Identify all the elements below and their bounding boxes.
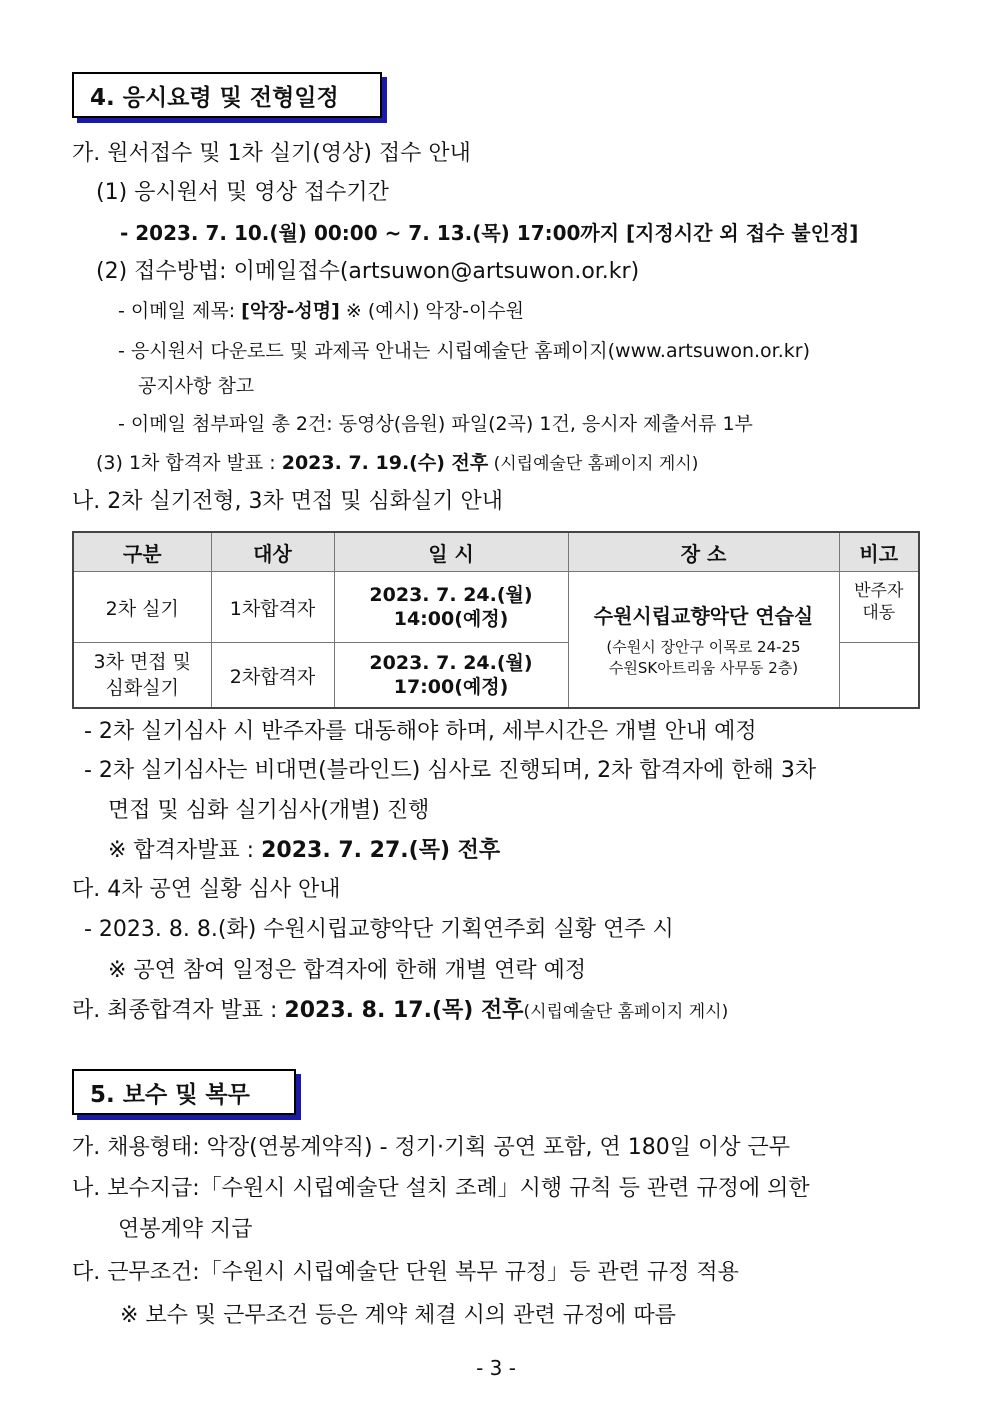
sec5-b-line2: 연봉계약 지급 <box>118 1217 253 1242</box>
sec4-a-heading: 가. 원서접수 및 1차 실기(영상) 접수 안내 <box>72 141 471 166</box>
table-row <box>73 572 919 643</box>
sec4-b-note2-line2: 면접 및 심화 실기심사(개별) 진행 <box>108 798 430 823</box>
a3-label: (3) 1차 합격자 발표 : <box>96 452 282 474</box>
row2-datetime <box>334 643 568 709</box>
header-type: 구분 <box>73 532 211 572</box>
sec4-a2-attachments: - 이메일 첨부파일 총 2건: 동영상(음원) 파일(2곡) 1건, 응시자 제출서류 1부 <box>118 413 753 435</box>
sec4-a2-heading: (2) 접수방법: 이메일접수(artsuwon@artsuwon.or.kr) <box>96 259 640 284</box>
sec4-a2-email-subject <box>118 297 524 325</box>
sec5-a: 가. 채용형태: 악장(연봉계약직) - 정기·기획 공연 포함, 연 180일 이상 근무 <box>72 1135 790 1160</box>
row1-time: 14:00(예정) <box>393 608 509 630</box>
schedule-table <box>72 531 920 709</box>
section-5-title: 5. 보수 및 복무 <box>90 1081 250 1108</box>
sec5-c-note: ※ 보수 및 근무조건 등은 계약 체결 시의 관련 규정에 따름 <box>120 1303 676 1328</box>
note3-label: ※ 합격자발표 : <box>108 838 262 863</box>
email-subject-format: [악장-성명] <box>241 300 340 322</box>
sec4-b-note1: - 2차 실기심사 시 반주자를 대동해야 하며, 세부시간은 개별 안내 예정 <box>84 719 757 744</box>
email-subject-example: ※ (예시) 악장-이수원 <box>339 300 525 322</box>
row1-target: 1차합격자 <box>211 572 334 643</box>
final-date: 2023. 8. 17.(목) 전후 <box>284 998 524 1023</box>
row1-note <box>839 572 919 643</box>
note3-date: 2023. 7. 27.(목) 전후 <box>261 838 501 863</box>
sec4-a1-heading: (1) 응시원서 및 영상 접수기간 <box>96 180 389 205</box>
sec4-c-heading: 다. 4차 공연 실황 심사 안내 <box>72 877 341 902</box>
final-note: (시립예술단 홈페이지 게시) <box>523 1002 729 1022</box>
sec4-a1-period: - 2023. 7. 10.(월) 00:00 ~ 7. 13.(목) 17:00까지 [지정시간 외 접수 불인정] <box>120 221 859 245</box>
sec4-b-heading: 나. 2차 실기전형, 3차 면접 및 심화실기 안내 <box>72 489 503 514</box>
row2-type-line2: 심화실기 <box>105 677 179 699</box>
place-main: 수원시립교향악단 연습실 <box>593 604 814 628</box>
row2-type <box>73 643 211 709</box>
sec4-b-note3 <box>108 837 500 865</box>
sec4-b-note2-line1: - 2차 실기심사는 비대면(블라인드) 심사로 진행되며, 2차 합격자에 한해 3차 <box>84 758 817 783</box>
page-number: - 3 - <box>476 1356 516 1380</box>
row2-note <box>839 643 919 709</box>
header-place: 장 소 <box>568 532 839 572</box>
email-subject-label: - 이메일 제목: <box>118 300 242 322</box>
sec4-c-bullet1: - 2023. 8. 8.(화) 수원시립교향악단 기획연주회 실황 연주 시 <box>84 917 674 942</box>
sec4-d-final <box>72 997 728 1026</box>
sec5-c: 다. 근무조건:「수원시 시립예술단 단원 복무 규정」등 관련 규정 적용 <box>72 1260 739 1285</box>
section-5-title-box <box>72 1069 296 1115</box>
row1-note-line2: 대동 <box>862 603 896 623</box>
sec5-b-line1: 나. 보수지급:「수원시 시립예술단 설치 조례」시행 규칙 등 관련 규정에 의한 <box>72 1176 810 1201</box>
sec4-c-bullet2: ※ 공연 참여 일정은 합격자에 한해 개별 연락 예정 <box>108 958 587 983</box>
row1-date: 2023. 7. 24.(월) <box>369 584 533 606</box>
header-note: 비고 <box>839 532 919 572</box>
sec4-a2-download-line2: 공지사항 참고 <box>138 375 255 397</box>
place-address <box>569 637 839 679</box>
final-label: 라. 최종합격자 발표 : <box>72 998 285 1023</box>
table-header-row <box>73 532 919 572</box>
a3-date: 2023. 7. 19.(수) 전후 <box>281 452 489 474</box>
row2-type-line1: 3차 면접 및 <box>93 651 192 673</box>
row2-time: 17:00(예정) <box>393 676 509 698</box>
header-target: 대상 <box>211 532 334 572</box>
place-address-line1: (수원시 장안구 이목로 24-25 <box>606 638 801 656</box>
row2-target: 2차합격자 <box>211 643 334 709</box>
sec4-a2-download-line1: - 응시원서 다운로드 및 과제곡 안내는 시립예술단 홈페이지(www.artsuwon.or.kr) <box>118 340 811 362</box>
row2-date: 2023. 7. 24.(월) <box>369 652 533 674</box>
place-address-line2: 수원SK아트리움 사무동 2층) <box>608 659 799 677</box>
section-4-title: 4. 응시요령 및 전형일정 <box>90 84 339 111</box>
section-4-title-box <box>72 72 382 118</box>
row1-note-line1: 반주자 <box>854 581 904 601</box>
sec4-a3-announcement <box>96 449 698 478</box>
a3-note: (시립예술단 홈페이지 게시) <box>488 454 699 474</box>
header-datetime: 일 시 <box>334 532 568 572</box>
row1-type: 2차 실기 <box>73 572 211 643</box>
row1-datetime <box>334 572 568 643</box>
place-cell <box>568 572 839 709</box>
